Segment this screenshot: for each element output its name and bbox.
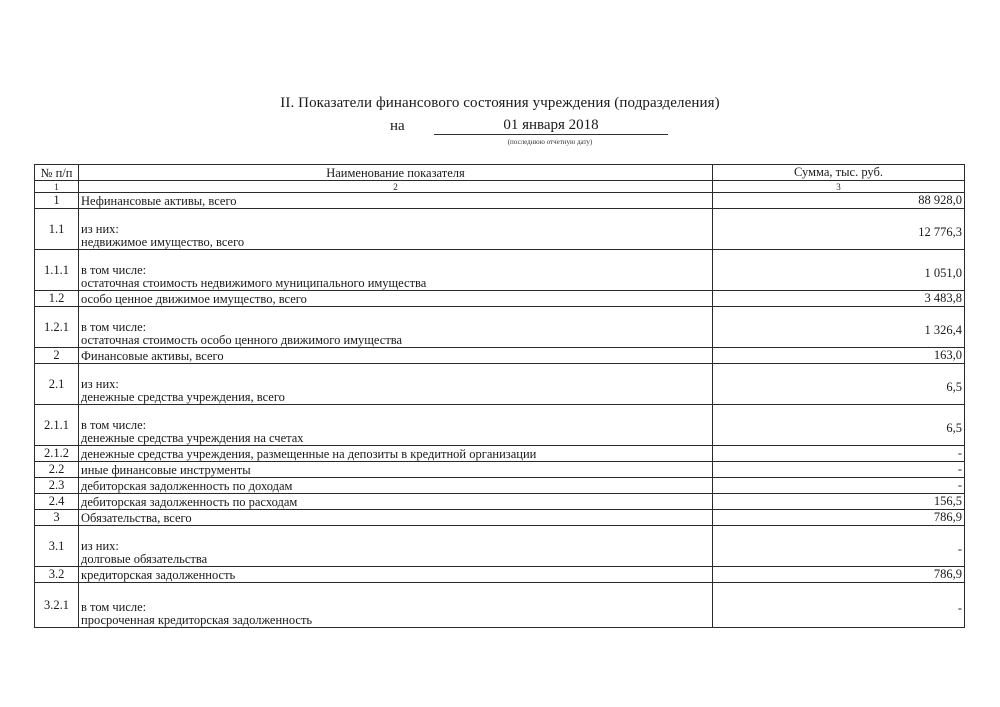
row-sum: 786,9: [713, 510, 965, 526]
row-name: просроченная кредиторская задолженность: [81, 613, 313, 627]
row-sum: 3 483,8: [713, 291, 965, 307]
table-header-row: [35, 165, 965, 181]
row-prefix: в том числе:: [81, 600, 147, 614]
row-prefix: в том числе:: [81, 263, 147, 277]
row-number: 2.4: [35, 494, 79, 510]
table-row: [35, 526, 965, 567]
document-title: II. Показатели финансового состояния учреждения (подразделения): [280, 95, 720, 111]
row-number: 3: [35, 510, 79, 526]
row-name-cell: [79, 510, 713, 526]
row-name-cell: [79, 250, 713, 291]
column-number: 1: [35, 181, 79, 193]
row-name-cell: [79, 583, 713, 628]
row-sum: 786,9: [713, 567, 965, 583]
row-number: 1.1: [35, 209, 79, 250]
row-name-cell: [79, 446, 713, 462]
row-sum: 6,5: [713, 364, 965, 405]
row-sum: 12 776,3: [713, 209, 965, 250]
date-prefix: на: [390, 118, 405, 134]
table-row: [35, 583, 965, 628]
row-number: 3.2.1: [35, 583, 79, 628]
row-sum: 163,0: [713, 348, 965, 364]
row-name: недвижимое имущество, всего: [81, 235, 245, 249]
table-row: [35, 478, 965, 494]
date-hint: (последнюю отчетную дату): [507, 138, 593, 146]
row-number: 1: [35, 193, 79, 209]
row-number: 2.3: [35, 478, 79, 494]
row-sum: -: [713, 478, 965, 494]
row-name-cell: [79, 405, 713, 446]
row-name: Финансовые активы, всего: [81, 349, 224, 363]
row-name-cell: [79, 364, 713, 405]
row-name: Обязательства, всего: [81, 511, 192, 525]
row-name: денежные средства учреждения на счетах: [81, 431, 304, 445]
table-row: [35, 510, 965, 526]
table-row: [35, 494, 965, 510]
row-number: 2.1: [35, 364, 79, 405]
row-name: остаточная стоимость особо ценного движимого имущества: [81, 333, 403, 347]
row-name-cell: [79, 348, 713, 364]
row-name: дебиторская задолженность по расходам: [81, 495, 298, 509]
column-number: 2: [79, 181, 713, 193]
row-sum: 6,5: [713, 405, 965, 446]
row-name-cell: [79, 494, 713, 510]
row-name-cell: [79, 209, 713, 250]
row-number: 2: [35, 348, 79, 364]
row-name: денежные средства учреждения, размещенные на депозиты в кредитной организации: [81, 447, 537, 461]
table-row: [35, 462, 965, 478]
row-name: долговые обязательства: [81, 552, 208, 566]
row-name-cell: [79, 567, 713, 583]
table-row: [35, 193, 965, 209]
report-date-value: 01 января 2018: [434, 117, 668, 135]
table-row: [35, 209, 965, 250]
column-numbers-row: [35, 181, 965, 193]
row-name-cell: [79, 478, 713, 494]
row-number: 2.1.1: [35, 405, 79, 446]
financial-indicators-table: [34, 164, 965, 628]
header-name: Наименование показателя: [79, 165, 713, 181]
row-number: 1.2.1: [35, 307, 79, 348]
row-sum: -: [713, 462, 965, 478]
row-sum: 88 928,0: [713, 193, 965, 209]
table-row: [35, 364, 965, 405]
row-sum: 1 051,0: [713, 250, 965, 291]
row-sum: -: [713, 446, 965, 462]
row-name: иные финансовые инструменты: [81, 463, 251, 477]
row-number: 1.2: [35, 291, 79, 307]
row-number: 3.2: [35, 567, 79, 583]
row-name-cell: [79, 462, 713, 478]
row-name-cell: [79, 291, 713, 307]
row-name: денежные средства учреждения, всего: [81, 390, 285, 404]
row-name: дебиторская задолженность по доходам: [81, 479, 293, 493]
report-date-line: [390, 117, 690, 137]
table-row: [35, 405, 965, 446]
row-sum: 156,5: [713, 494, 965, 510]
column-number: 3: [713, 181, 965, 193]
header-sum: Сумма, тыс. руб.: [713, 165, 965, 181]
row-prefix: из них:: [81, 377, 119, 391]
table-row: [35, 567, 965, 583]
row-sum: 1 326,4: [713, 307, 965, 348]
table-row: [35, 291, 965, 307]
header-num: № п/п: [35, 165, 79, 181]
row-prefix: из них:: [81, 222, 119, 236]
row-name: особо ценное движимое имущество, всего: [81, 292, 307, 306]
table-row: [35, 446, 965, 462]
row-name: кредиторская задолженность: [81, 568, 236, 582]
row-name-cell: [79, 307, 713, 348]
row-number: 3.1: [35, 526, 79, 567]
table-row: [35, 250, 965, 291]
table-row: [35, 307, 965, 348]
row-prefix: в том числе:: [81, 418, 147, 432]
row-number: 1.1.1: [35, 250, 79, 291]
row-name-cell: [79, 193, 713, 209]
row-name-cell: [79, 526, 713, 567]
row-prefix: в том числе:: [81, 320, 147, 334]
row-sum: -: [713, 583, 965, 628]
table-row: [35, 348, 965, 364]
row-name: остаточная стоимость недвижимого муниципального имущества: [81, 276, 427, 290]
row-prefix: из них:: [81, 539, 119, 553]
row-sum: -: [713, 526, 965, 567]
row-number: 2.1.2: [35, 446, 79, 462]
row-name: Нефинансовые активы, всего: [81, 194, 237, 208]
row-number: 2.2: [35, 462, 79, 478]
